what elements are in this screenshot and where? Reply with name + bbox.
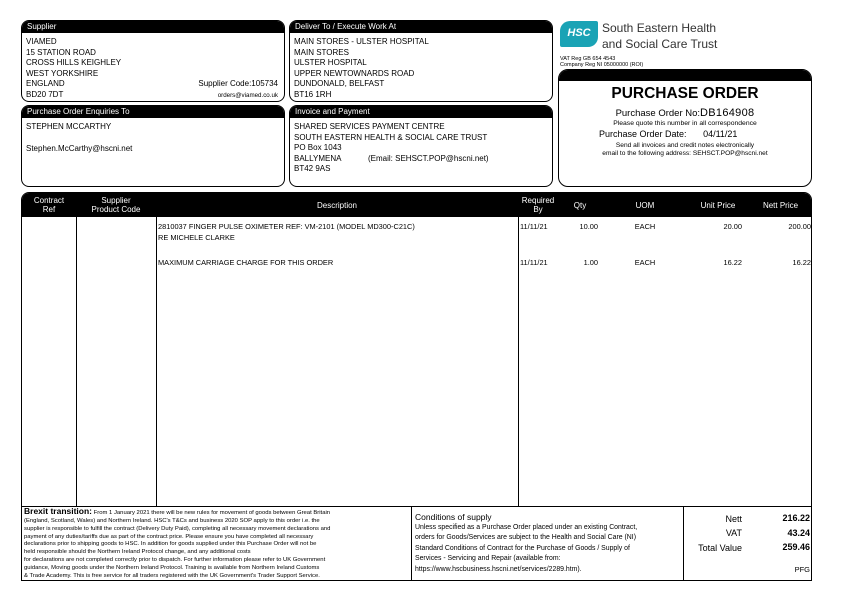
col-unit-price: Unit Price xyxy=(700,200,736,210)
col-divider xyxy=(156,217,157,506)
hsc-logo-badge: HSC xyxy=(567,27,591,39)
po-date: 04/11/21 xyxy=(703,129,738,139)
brexit-title: Brexit transition: xyxy=(24,506,93,516)
conditions-line: Unless specified as a Purchase Order placed under an existing Contract, xyxy=(415,524,638,531)
supplier-line: CROSS HILLS KEIGHLEY xyxy=(26,58,122,68)
conditions-line[interactable]: https://www.hscbusiness.hscni.net/services/2289.htm). xyxy=(415,565,582,573)
row1-description-2: RE MICHELE CLARKE xyxy=(158,233,235,242)
row1-required-by: 11/11/21 xyxy=(520,222,548,231)
brexit-line: guidance, Moving goods under the Northern Ireland Protocol. Training is available from Northern Ireland Customs xyxy=(24,564,320,571)
row2-description: MAXIMUM CARRIAGE CHARGE FOR THIS ORDER xyxy=(158,258,334,267)
brexit-line: From 1 January 2021 there will be new rules for movement of goods between Great Britain xyxy=(93,510,331,516)
po-header-band xyxy=(559,70,811,81)
footer-divider xyxy=(411,507,412,580)
row2-nett-price: 16.22 xyxy=(792,258,811,267)
conditions-line: Standard Conditions of Contract for the Purchase of Goods / Supply of xyxy=(415,544,630,552)
brexit-line: declarations prior to shipping goods to HSC. In addition for goods supplied under this Purchase Order will not be xyxy=(24,541,317,548)
deliver-header: Deliver To / Execute Work At xyxy=(290,21,552,33)
invoice-line: BT42 9AS xyxy=(294,164,331,174)
enquiries-box xyxy=(21,105,285,187)
deliver-line: ULSTER HOSPITAL xyxy=(294,58,367,68)
conditions-line: orders for Goods/Services are subject to the Health and Social Care (NI) xyxy=(415,534,636,542)
conditions-line: Services - Servicing and Repair (available from: xyxy=(415,555,561,563)
po-date-row xyxy=(599,129,737,139)
supplier-line: VIAMED xyxy=(26,37,57,46)
supplier-header: Supplier xyxy=(22,21,284,33)
supplier-box xyxy=(21,20,285,102)
po-date-label: Purchase Order Date: xyxy=(599,129,687,139)
row1-unit-price: 20.00 xyxy=(723,222,742,231)
col-required-by: Required By xyxy=(521,196,555,214)
supplier-line: BD20 7DT xyxy=(26,90,64,99)
invoice-box xyxy=(289,105,553,187)
invoice-header: Invoice and Payment xyxy=(290,106,552,118)
col-description: Description xyxy=(316,200,357,210)
invoice-email: (Email: SEHSCT.POP@hscni.net) xyxy=(368,153,489,163)
vat-label: VAT xyxy=(725,528,742,538)
enquiries-email[interactable]: Stephen.McCarthy@hscni.net xyxy=(26,144,133,153)
po-number: DB164908 xyxy=(700,107,755,119)
deliver-line: MAIN STORES - ULSTER HOSPITAL xyxy=(294,37,429,46)
row1-description: 2810037 FINGER PULSE OXIMETER REF: VM-2101 (MODEL MD300-C21C) xyxy=(158,222,415,231)
invoice-line: PO Box 1043 xyxy=(294,143,342,153)
deliver-line: DUNDONALD, BELFAST xyxy=(294,79,385,89)
brexit-line: payment of any duties/tariffs due as part of the contract price. Please ensure you have completed all necessary xyxy=(24,533,314,540)
invoice-line: SHARED SERVICES PAYMENT CENTRE xyxy=(294,122,445,131)
total-value: 259.46 xyxy=(782,542,810,552)
row1-nett-price: 200.00 xyxy=(788,222,811,231)
conditions-title: Conditions of supply xyxy=(415,512,492,522)
deliver-line: UPPER NEWTOWNARDS ROAD xyxy=(294,68,415,78)
brexit-line: & Trade Academy. This is free service for all traders registered with the UK Government's Trader Support Service. xyxy=(24,572,320,579)
footer-box xyxy=(21,506,812,581)
row2-unit-price: 16.22 xyxy=(723,258,742,267)
brexit-line: (England, Scotland, Wales) and Northern Ireland. HSC's T&Cs and business 2020 SOP apply to this order i.e. the xyxy=(24,517,320,524)
brexit-line: for declarations are not completed correctly prior to dispatch. For further information please refer to UK Government xyxy=(24,557,326,564)
company-reg: Company Reg NI 05000000 (ROI) xyxy=(560,62,644,68)
po-quote-note: Please quote this number in all correspondence xyxy=(613,120,757,127)
po-title: PURCHASE ORDER xyxy=(611,85,759,102)
enquiries-header: Purchase Order Enquiries To xyxy=(22,106,284,118)
deliver-line: MAIN STORES xyxy=(294,47,349,57)
po-invoice-note1: Send all invoices and credit notes electronically xyxy=(615,142,755,149)
col-contract-ref: Contract Ref xyxy=(33,196,65,214)
row1-uom: EACH xyxy=(634,222,656,231)
enquiries-name: STEPHEN MCCARTHY xyxy=(26,122,112,131)
supplier-line: ENGLAND xyxy=(26,79,65,89)
supplier-code: Supplier Code:105734 xyxy=(198,79,278,89)
footer-code: PFG xyxy=(794,565,810,574)
col-nett-price: Nett Price xyxy=(762,200,799,210)
brexit-line: held responsible should the Northern Ireland Protocol change, and any additional costs xyxy=(24,549,251,556)
brexit-line: supplier is responsible to fulfill the contract (Delivery Duty Paid), completing all necessary movement declarations and xyxy=(24,525,331,532)
supplier-line: WEST YORKSHIRE xyxy=(26,68,99,78)
deliver-line: BT16 1RH xyxy=(294,90,332,99)
row2-uom: EACH xyxy=(634,258,656,267)
invoice-line: BALLYMENA xyxy=(294,153,342,163)
supplier-line: 15 STATION ROAD xyxy=(26,47,96,57)
invoice-line: SOUTH EASTERN HEALTH & SOCIAL CARE TRUST xyxy=(294,132,488,142)
trust-name-line1: South Eastern Health xyxy=(602,21,717,35)
row2-required-by: 11/11/21 xyxy=(520,258,548,267)
po-number-row xyxy=(559,107,811,119)
row2-qty: 1.00 xyxy=(583,258,598,267)
trust-name-line2: and Social Care Trust xyxy=(602,37,718,51)
col-divider xyxy=(518,217,519,506)
col-uom: UOM xyxy=(635,200,655,210)
total-label: Total Value xyxy=(698,543,742,553)
line-items-table xyxy=(21,192,812,506)
conditions-block xyxy=(415,512,681,575)
deliver-box xyxy=(289,20,553,102)
supplier-email: orders@viamed.co.uk xyxy=(217,92,278,99)
brexit-block xyxy=(24,508,410,581)
po-number-label: Purchase Order No: xyxy=(615,108,701,119)
po-invoice-note2: email to the following address: SEHSCT.POP@hscni.net xyxy=(602,150,768,157)
col-supplier-product-code: Supplier Product Code xyxy=(91,196,141,214)
vat-value: 43.24 xyxy=(787,528,810,538)
nett-value: 216.22 xyxy=(782,513,810,523)
vat-reg: VAT Reg GB 654 4543 xyxy=(560,56,616,62)
col-divider xyxy=(76,217,77,506)
hsc-logo xyxy=(560,21,598,47)
col-qty: Qty xyxy=(573,200,587,210)
row1-qty: 10.00 xyxy=(579,222,598,231)
nett-label: Nett xyxy=(725,514,742,524)
purchase-order-box xyxy=(558,69,812,187)
